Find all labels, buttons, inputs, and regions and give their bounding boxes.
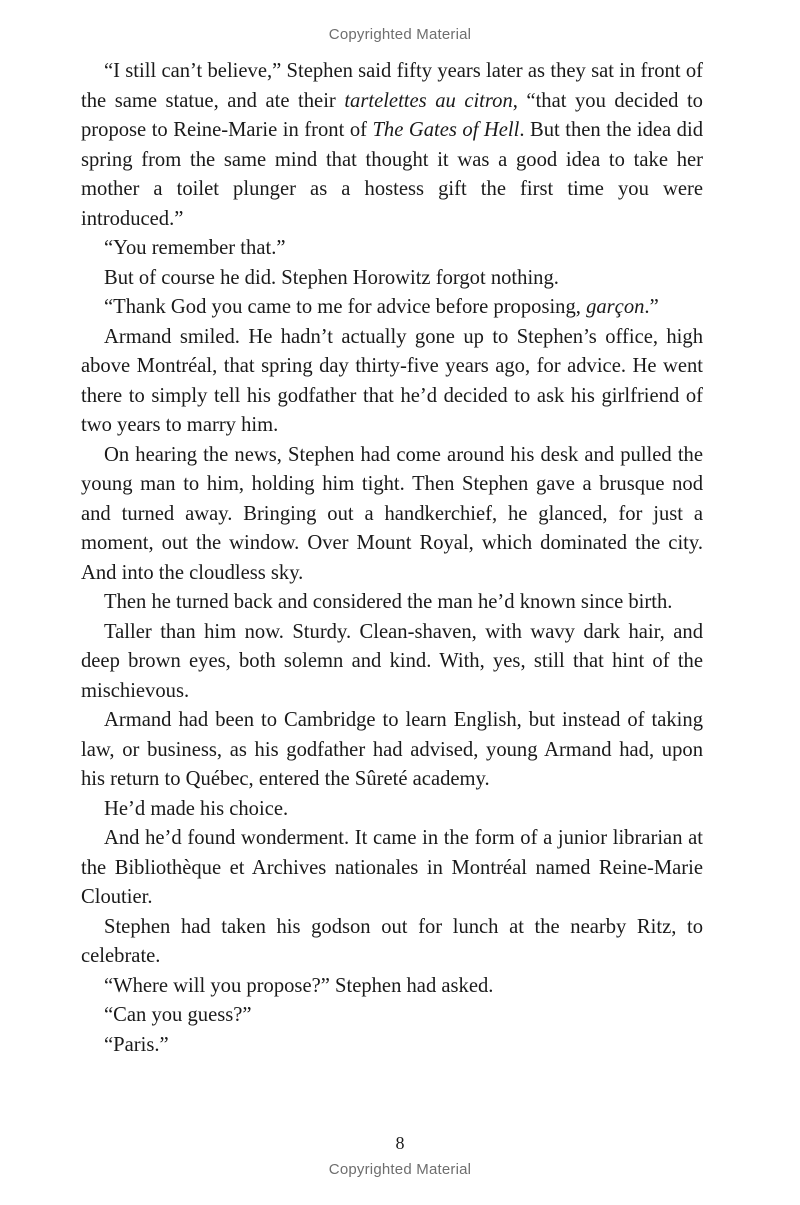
paragraph-4: “Thank God you came to me for advice before proposing, garçon.” [104, 296, 659, 318]
paragraph-8: Taller than him now. Sturdy. Clean-shaven, with wavy dark hair, and deep brown eyes, both solemn and kind. With, yes, still that hint of the mischievous. [81, 620, 703, 702]
paragraph-6: On hearing the news, Stephen had come around his desk and pulled the young man to him, holding him tight. Then Stephen gave a brusque nod and turned away. Bringing out a handkerchief, he glanced, for just a moment, out the window. Over Mount Royal, which dominated the city. And into the cloudless sky. [81, 443, 703, 584]
italic-title: The Gates of Hell [372, 119, 520, 141]
paragraph-3: But of course he did. Stephen Horowitz forgot nothing. [104, 266, 559, 289]
paragraph-5: Armand smiled. He hadn’t actually gone up to Stephen’s office, high above Montréal, that spring day thirty-five years ago, for advice. He went there to simply tell his godfather that he’d decided to ask his girlfriend of two years to marry him. [81, 325, 703, 436]
paragraph-13: “Where will you propose?” Stephen had asked. [104, 974, 494, 997]
copyright-watermark-bottom: Copyrighted Material [328, 1161, 472, 1178]
italic-word: garçon [586, 296, 645, 318]
italic-phrase: tartelettes au citron [344, 89, 513, 112]
copyright-watermark-top: Copyrighted Material [328, 26, 472, 43]
page-number: 8 [395, 1133, 405, 1153]
paragraph-12: Stephen had taken his godson out for lunch at the nearby Ritz, to celebrate. [81, 915, 703, 967]
paragraph-15: “Paris.” [104, 1033, 169, 1056]
book-page-text [81, 57, 703, 1060]
paragraph-14: “Can you guess?” [104, 1004, 252, 1026]
paragraph-7: Then he turned back and considered the man he’d known since birth. [104, 591, 673, 613]
paragraph-2: “You remember that.” [104, 237, 286, 259]
paragraph-11: And he’d found wonderment. It came in the form of a junior librarian at the Bibliothèque et Archives nationales in Montréal named Reine-Marie Cloutier. [81, 827, 703, 908]
paragraph-9: Armand had been to Cambridge to learn English, but instead of taking law, or business, as his godfather had advised, young Armand had, upon his return to Québec, entered the Sûreté academy. [81, 709, 703, 790]
paragraph-10: He’d made his choice. [104, 797, 289, 820]
paragraph-1: “I still can’t believe,” Stephen said fifty years later as they sat in front of the same statue, and ate their tartelettes au citron, “that you decided to propose to Reine-Marie in front of The Gates of Hell. But then the idea did spring from the same mind that thought it was a good idea to take her mother a toilet plunger as a hostess gift the first time you were introduced.” [81, 60, 703, 230]
